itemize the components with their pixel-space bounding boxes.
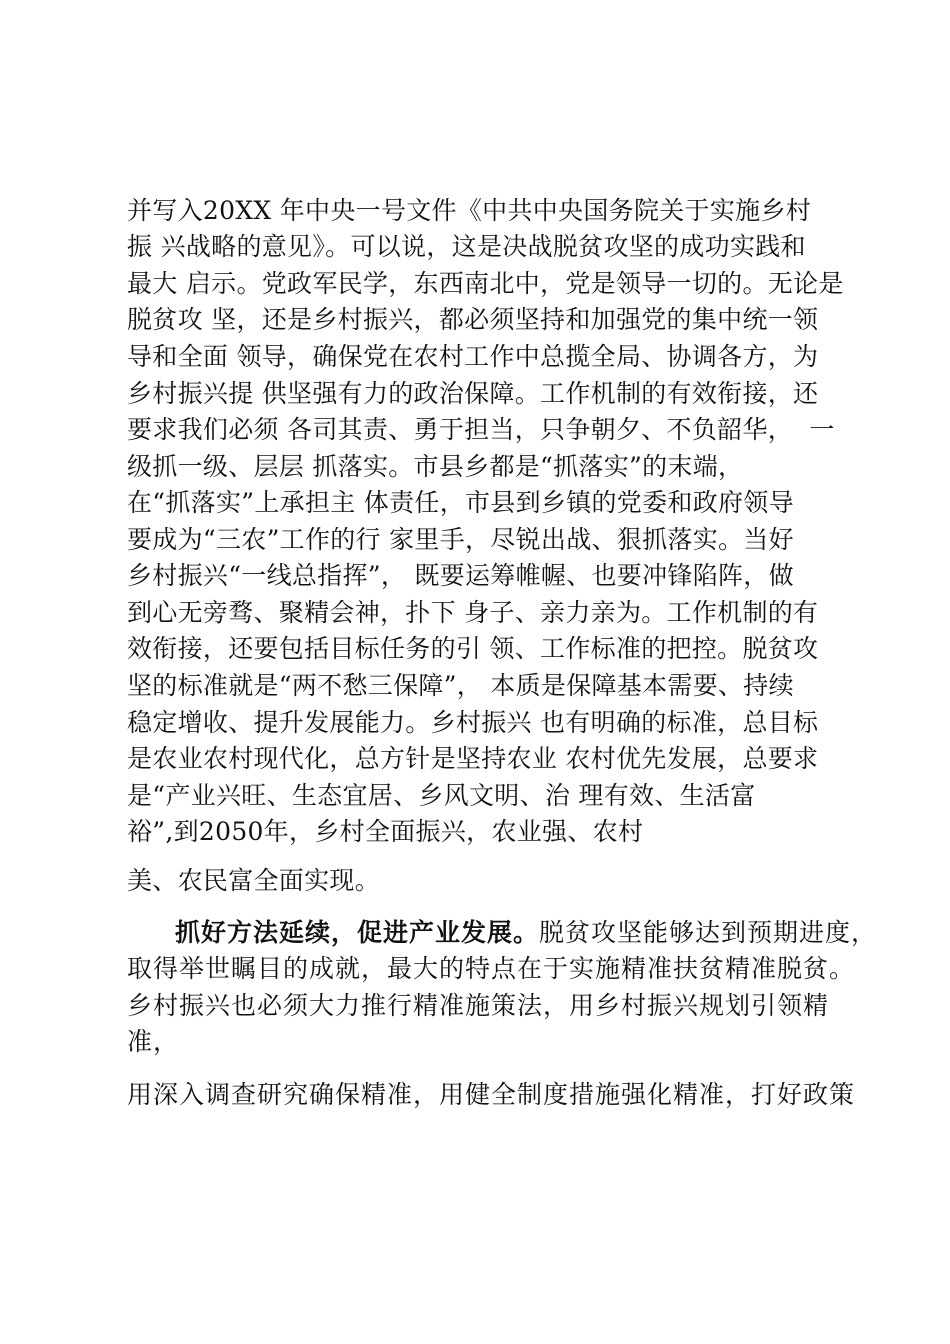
text-line: 要求我们必须 各司其责、勇于担当，只争朝夕、不负韶华， 一 [127, 415, 835, 444]
text-line: 用深入调查研究确保精准，用健全制度措施强化精准，打好政策 [127, 1080, 856, 1109]
text-line: 是“产业兴旺、生态宜居、乡风文明、治 理有效、生活富 [127, 781, 756, 810]
text-line: 最大 启示。党政军民学，东西南北中，党是领导一切的。无论是 [127, 269, 844, 298]
text-line: 效衔接，还要包括目标任务的引 领、工作标准的把控。脱贫攻 [127, 634, 819, 663]
text-line: 振 兴战略的意见》。可以说，这是决战脱贫攻坚的成功实践和 [127, 232, 806, 261]
paragraph-heading: 抓好方法延续，促进产业发展。 [175, 918, 540, 947]
text-line: 裕”,到2050年，乡村全面振兴，农业强、农村 [127, 817, 644, 846]
text-line: 脱贫攻 坚，还是乡村振兴，都必须坚持和加强党的集中统一领 [127, 305, 819, 334]
text-line: 稳定增收、提升发展能力。乡村振兴 也有明确的标准，总目标 [127, 708, 819, 737]
text-line: 乡村振兴“一线总指挥”， 既要运筹帷幄、也要冲锋陷阵，做 [127, 561, 794, 590]
text-line: 美、农民富全面实现。 [127, 866, 381, 895]
text-line: 并写入20XX 年中央一号文件《中共中央国务院关于实施乡村 [127, 196, 812, 225]
text-line: 在“抓落实”上承担主 体责任，市县到乡镇的党委和政府领导 [127, 488, 794, 517]
text-line: 级抓一级、层层 抓落实。市县乡都是“抓落实”的末端， [127, 452, 744, 481]
text-line: 坚的标准就是“两不愁三保障”， 本质是保障基本需要、持续 [127, 671, 794, 700]
text-line: 乡村振兴也必须大力推行精准施策法，用乡村振兴规划引领精 [127, 991, 830, 1020]
text-line: 乡村振兴提 供坚强有力的政治保障。工作机制的有效衔接，还 [127, 379, 819, 408]
text-line: 导和全面 领导，确保党在农村工作中总揽全局、协调各方，为 [127, 342, 819, 371]
text-line: 要成为“三农”工作的行 家里手，尽锐出战、狠抓落实。当好 [127, 525, 794, 554]
text-line: 取得举世瞩目的成就，最大的特点在于实施精准扶贫精准脱贫。 [127, 954, 856, 983]
text-line: 是农业农村现代化，总方针是坚持农业 农村优先发展，总要求 [127, 744, 819, 773]
text-line: 准， [127, 1027, 180, 1056]
text-span: 脱贫攻坚能够达到预期进度， [539, 918, 878, 947]
text-line: 到心无旁骛、聚精会神，扑下 身子、亲力亲为。工作机制的有 [127, 598, 819, 627]
paragraph-first-line [175, 917, 877, 949]
